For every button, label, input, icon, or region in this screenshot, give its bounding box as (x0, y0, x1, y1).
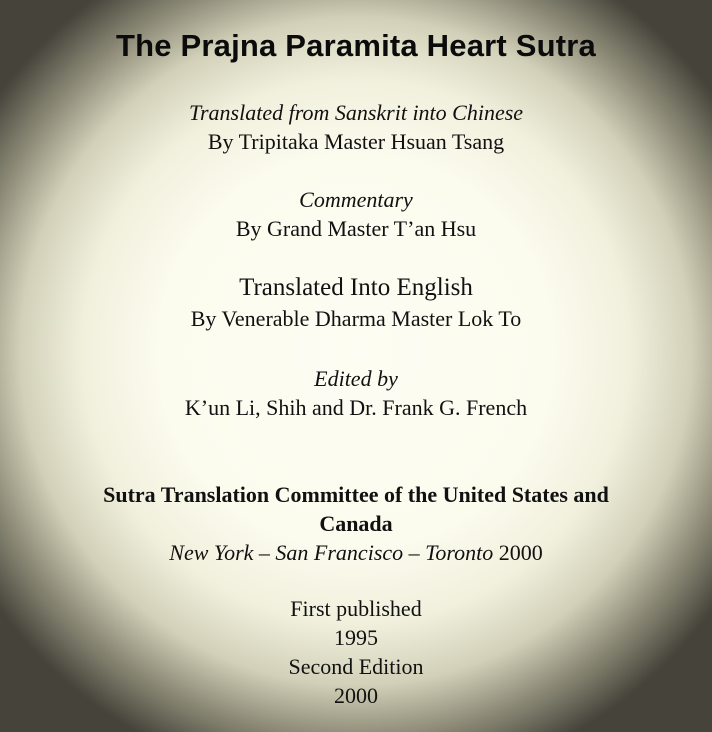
publication-history (0, 594, 712, 710)
publisher-location (0, 538, 712, 567)
first-published-year: 1995 (334, 625, 378, 650)
first-published-label: First published (290, 596, 422, 621)
english-translation-heading: Translated Into English (239, 274, 473, 301)
translator-name: By Tripitaka Master Hsuan Tsang (207, 129, 505, 154)
english-translator-name: By Venerable Dharma Master Lok To (190, 306, 522, 331)
commentary-credit (0, 185, 712, 243)
second-edition-label: Second Edition (288, 654, 424, 679)
second-edition-year: 2000 (334, 683, 378, 708)
editors-credit (0, 364, 712, 422)
editors-names: K’un Li, Shih and Dr. Frank G. French (184, 395, 528, 420)
editors-heading: Edited by (314, 366, 398, 391)
publisher-cities: New York – San Francisco – Toronto (169, 540, 494, 565)
publisher-year: 2000 (498, 540, 543, 565)
publisher-block (0, 480, 712, 567)
book-title: The Prajna Paramita Heart Sutra (116, 28, 596, 63)
english-translation-credit (0, 272, 712, 333)
publisher-name-line2: Canada (319, 511, 393, 536)
chinese-translation-credit (0, 98, 712, 156)
publisher-name-line1: Sutra Translation Committee of the United States and (103, 482, 609, 507)
commentator-name: By Grand Master T’an Hsu (235, 216, 477, 241)
commentary-heading: Commentary (299, 187, 413, 212)
translation-heading: Translated from Sanskrit into Chinese (188, 100, 524, 125)
